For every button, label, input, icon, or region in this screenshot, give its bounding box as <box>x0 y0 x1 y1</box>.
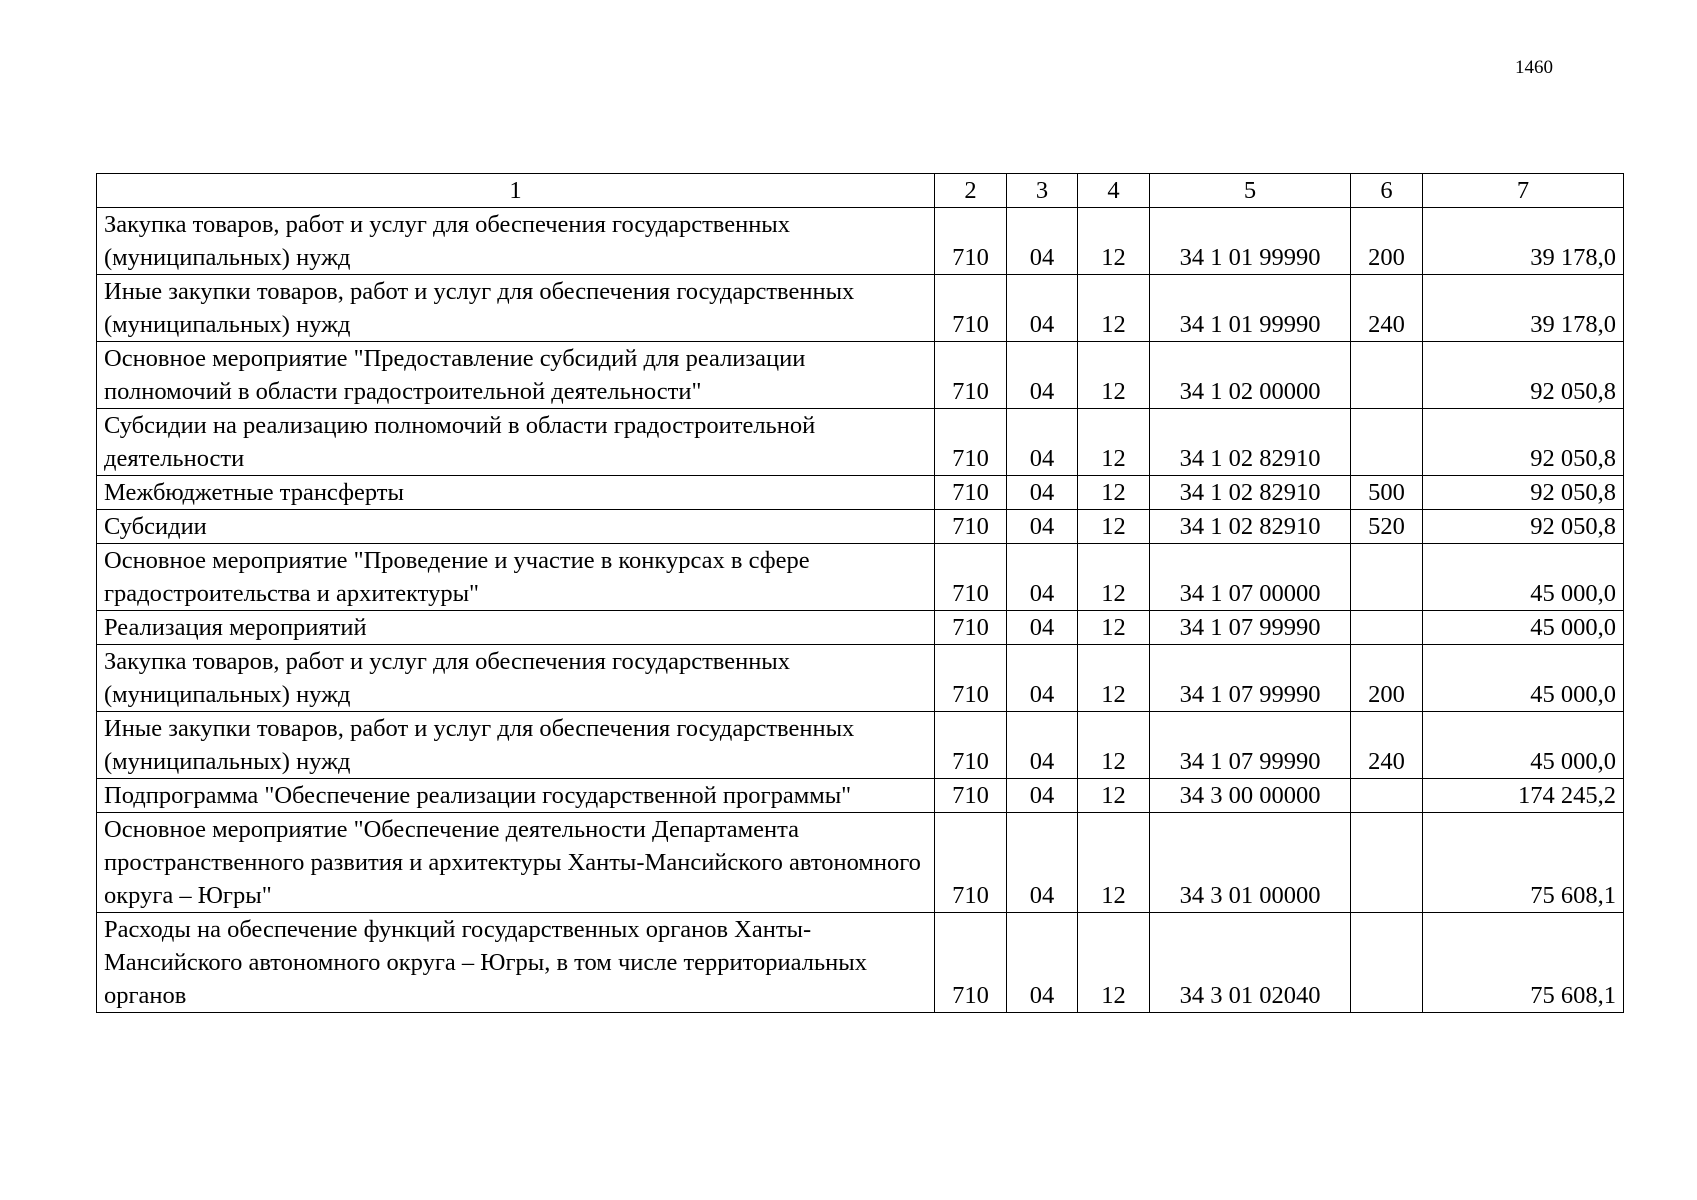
column-header: 5 <box>1150 174 1351 208</box>
ministry-code-cell: 710 <box>935 611 1007 645</box>
target-article-cell: 34 1 07 99990 <box>1150 645 1351 712</box>
expense-type-cell: 240 <box>1351 712 1423 779</box>
target-article-cell: 34 1 07 00000 <box>1150 544 1351 611</box>
target-article-cell: 34 1 07 99990 <box>1150 611 1351 645</box>
amount-cell: 75 608,1 <box>1423 813 1624 913</box>
amount-cell: 45 000,0 <box>1423 712 1624 779</box>
amount-cell: 39 178,0 <box>1423 275 1624 342</box>
amount-cell: 45 000,0 <box>1423 544 1624 611</box>
expense-type-cell: 500 <box>1351 476 1423 510</box>
target-article-cell: 34 3 01 02040 <box>1150 913 1351 1013</box>
ministry-code-cell: 710 <box>935 510 1007 544</box>
row-name-cell: Межбюджетные трансферты <box>97 476 935 510</box>
section-code-cell: 04 <box>1007 275 1078 342</box>
table-row <box>97 645 1624 712</box>
table-row <box>97 510 1624 544</box>
table-header-row <box>97 174 1624 208</box>
subsection-code-cell: 12 <box>1078 208 1150 275</box>
ministry-code-cell: 710 <box>935 645 1007 712</box>
ministry-code-cell: 710 <box>935 275 1007 342</box>
subsection-code-cell: 12 <box>1078 611 1150 645</box>
section-code-cell: 04 <box>1007 712 1078 779</box>
subsection-code-cell: 12 <box>1078 510 1150 544</box>
section-code-cell: 04 <box>1007 611 1078 645</box>
table-body <box>97 208 1624 1013</box>
subsection-code-cell: 12 <box>1078 913 1150 1013</box>
target-article-cell: 34 3 00 00000 <box>1150 779 1351 813</box>
section-code-cell: 04 <box>1007 342 1078 409</box>
target-article-cell: 34 1 01 99990 <box>1150 275 1351 342</box>
table-row <box>97 611 1624 645</box>
expense-type-cell <box>1351 913 1423 1013</box>
ministry-code-cell: 710 <box>935 913 1007 1013</box>
column-header: 2 <box>935 174 1007 208</box>
expense-type-cell: 240 <box>1351 275 1423 342</box>
ministry-code-cell: 710 <box>935 712 1007 779</box>
column-header: 7 <box>1423 174 1624 208</box>
table-row <box>97 342 1624 409</box>
subsection-code-cell: 12 <box>1078 476 1150 510</box>
row-name-cell: Основное мероприятие "Проведение и участие в конкурсах в сфере градостроительства и архитектуры" <box>97 544 935 611</box>
subsection-code-cell: 12 <box>1078 275 1150 342</box>
table-row <box>97 913 1624 1013</box>
subsection-code-cell: 12 <box>1078 544 1150 611</box>
expense-type-cell: 520 <box>1351 510 1423 544</box>
expense-type-cell <box>1351 779 1423 813</box>
target-article-cell: 34 1 02 82910 <box>1150 510 1351 544</box>
expense-type-cell: 200 <box>1351 208 1423 275</box>
amount-cell: 39 178,0 <box>1423 208 1624 275</box>
page-number: 1460 <box>1515 57 1553 78</box>
expense-type-cell: 200 <box>1351 645 1423 712</box>
table-row <box>97 712 1624 779</box>
table-row <box>97 813 1624 913</box>
target-article-cell: 34 1 02 00000 <box>1150 342 1351 409</box>
ministry-code-cell: 710 <box>935 544 1007 611</box>
subsection-code-cell: 12 <box>1078 645 1150 712</box>
row-name-cell: Иные закупки товаров, работ и услуг для обеспечения государственных (муниципальных) нужд <box>97 712 935 779</box>
budget-table <box>96 173 1624 1013</box>
expense-type-cell <box>1351 342 1423 409</box>
table-row <box>97 208 1624 275</box>
row-name-cell: Субсидии на реализацию полномочий в области градостроительной деятельности <box>97 409 935 476</box>
column-header: 4 <box>1078 174 1150 208</box>
column-header: 3 <box>1007 174 1078 208</box>
row-name-cell: Расходы на обеспечение функций государственных органов Ханты-Мансийского автономного округа – Югры, в том числе территориальных органов <box>97 913 935 1013</box>
expense-type-cell <box>1351 611 1423 645</box>
subsection-code-cell: 12 <box>1078 779 1150 813</box>
ministry-code-cell: 710 <box>935 813 1007 913</box>
column-header: 6 <box>1351 174 1423 208</box>
table-row <box>97 409 1624 476</box>
amount-cell: 92 050,8 <box>1423 342 1624 409</box>
target-article-cell: 34 1 02 82910 <box>1150 409 1351 476</box>
section-code-cell: 04 <box>1007 779 1078 813</box>
target-article-cell: 34 1 02 82910 <box>1150 476 1351 510</box>
expense-type-cell <box>1351 813 1423 913</box>
column-header: 1 <box>97 174 935 208</box>
row-name-cell: Закупка товаров, работ и услуг для обеспечения государственных (муниципальных) нужд <box>97 645 935 712</box>
ministry-code-cell: 710 <box>935 476 1007 510</box>
ministry-code-cell: 710 <box>935 208 1007 275</box>
amount-cell: 75 608,1 <box>1423 913 1624 1013</box>
amount-cell: 92 050,8 <box>1423 510 1624 544</box>
target-article-cell: 34 3 01 00000 <box>1150 813 1351 913</box>
table-row <box>97 544 1624 611</box>
subsection-code-cell: 12 <box>1078 342 1150 409</box>
subsection-code-cell: 12 <box>1078 712 1150 779</box>
expense-type-cell <box>1351 409 1423 476</box>
row-name-cell: Подпрограмма "Обеспечение реализации государственной программы" <box>97 779 935 813</box>
amount-cell: 174 245,2 <box>1423 779 1624 813</box>
subsection-code-cell: 12 <box>1078 813 1150 913</box>
amount-cell: 92 050,8 <box>1423 409 1624 476</box>
subsection-code-cell: 12 <box>1078 409 1150 476</box>
target-article-cell: 34 1 01 99990 <box>1150 208 1351 275</box>
amount-cell: 45 000,0 <box>1423 611 1624 645</box>
section-code-cell: 04 <box>1007 544 1078 611</box>
section-code-cell: 04 <box>1007 476 1078 510</box>
table-row <box>97 476 1624 510</box>
target-article-cell: 34 1 07 99990 <box>1150 712 1351 779</box>
row-name-cell: Закупка товаров, работ и услуг для обеспечения государственных (муниципальных) нужд <box>97 208 935 275</box>
row-name-cell: Реализация мероприятий <box>97 611 935 645</box>
amount-cell: 92 050,8 <box>1423 476 1624 510</box>
section-code-cell: 04 <box>1007 510 1078 544</box>
table-row <box>97 779 1624 813</box>
table-row <box>97 275 1624 342</box>
ministry-code-cell: 710 <box>935 779 1007 813</box>
row-name-cell: Основное мероприятие "Обеспечение деятельности Департамента пространственного развития и архитектуры Ханты-Мансийского автономного округа – Югры" <box>97 813 935 913</box>
ministry-code-cell: 710 <box>935 342 1007 409</box>
row-name-cell: Иные закупки товаров, работ и услуг для обеспечения государственных (муниципальных) нужд <box>97 275 935 342</box>
ministry-code-cell: 710 <box>935 409 1007 476</box>
expense-type-cell <box>1351 544 1423 611</box>
section-code-cell: 04 <box>1007 913 1078 1013</box>
section-code-cell: 04 <box>1007 813 1078 913</box>
section-code-cell: 04 <box>1007 645 1078 712</box>
amount-cell: 45 000,0 <box>1423 645 1624 712</box>
row-name-cell: Основное мероприятие "Предоставление субсидий для реализации полномочий в области градостроительной деятельности" <box>97 342 935 409</box>
section-code-cell: 04 <box>1007 409 1078 476</box>
row-name-cell: Субсидии <box>97 510 935 544</box>
section-code-cell: 04 <box>1007 208 1078 275</box>
